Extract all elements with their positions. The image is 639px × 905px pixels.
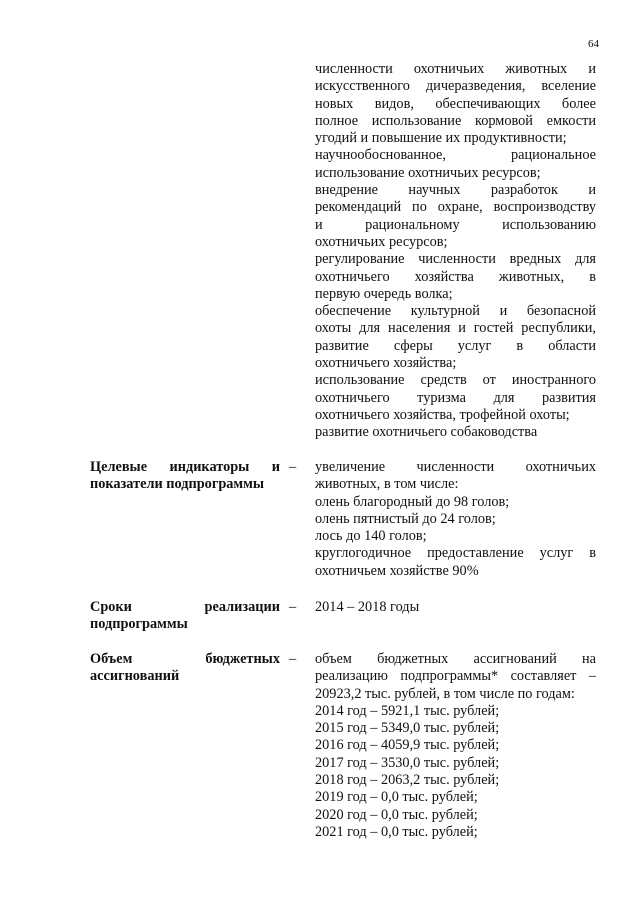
continuation-line: внедрение научных разработок и xyxy=(315,182,596,199)
section-content-line: охотничьем хозяйстве 90% xyxy=(315,562,479,579)
continuation-text xyxy=(315,61,596,442)
section-content-line: 2015 год – 5349,0 тыс. рублей; xyxy=(315,720,500,737)
section-label-line: подпрограммы xyxy=(90,616,188,633)
continuation-line: охотничьих ресурсов; xyxy=(315,233,448,250)
continuation-line: угодий и повышение их продуктивности; xyxy=(315,130,567,147)
section-terms-content xyxy=(315,599,596,616)
continuation-line: охотничьего хозяйства, трофейной охоты; xyxy=(315,406,570,423)
section-content-line: 20923,2 тыс. рублей, в том числе по годам: xyxy=(315,685,575,702)
section-indicators-dash: – xyxy=(289,459,297,475)
section-label-line: Объем бюджетных xyxy=(90,651,280,667)
section-content-line: круглогодичное предоставление услуг в xyxy=(315,545,596,562)
continuation-line: научнообоснованное, рациональное xyxy=(315,147,596,164)
section-content-line: 2016 год – 4059,9 тыс. рублей; xyxy=(315,737,500,754)
section-content-line: животных, в том числе: xyxy=(315,476,459,493)
section-content-line: 2020 год – 0,0 тыс. рублей; xyxy=(315,806,478,823)
section-label-line: показатели подпрограммы xyxy=(90,476,265,493)
continuation-line: охотничьего туризма для развития xyxy=(315,389,596,406)
continuation-line: и рациональному использованию xyxy=(315,216,596,233)
section-indicators-label xyxy=(90,459,280,494)
section-budget-content xyxy=(315,651,596,841)
section-indicators-content xyxy=(315,459,596,580)
continuation-line: охотничьего хозяйства; xyxy=(315,355,457,372)
section-content-line: увеличение численности охотничьих xyxy=(315,459,596,475)
continuation-line: рекомендаций по охране, воспроизводству xyxy=(315,199,596,216)
section-content-line: 2014 – 2018 годы xyxy=(315,599,420,615)
section-content-line: 2019 год – 0,0 тыс. рублей; xyxy=(315,789,478,806)
continuation-line: использование охотничьих ресурсов; xyxy=(315,164,541,181)
section-budget-label xyxy=(90,651,280,686)
section-label-line: Целевые индикаторы и xyxy=(90,459,280,475)
continuation-line: искусственного дичеразведения, вселение xyxy=(315,78,596,95)
section-label-line: Сроки реализации xyxy=(90,599,280,615)
continuation-line: регулирование численности вредных для xyxy=(315,251,596,268)
section-content-line: олень благородный до 98 голов; xyxy=(315,493,510,510)
section-content-line: 2021 год – 0,0 тыс. рублей; xyxy=(315,823,478,840)
continuation-line: полное использование кормовой емкости xyxy=(315,112,596,129)
section-content-line: 2018 год – 2063,2 тыс. рублей; xyxy=(315,772,500,789)
page-number: 64 xyxy=(588,38,599,50)
continuation-line: численности охотничьих животных и xyxy=(315,61,596,77)
section-terms-label xyxy=(90,599,280,634)
continuation-line: развитие охотничьего собаководства xyxy=(315,424,538,441)
continuation-line: обеспечение культурной и безопасной xyxy=(315,303,596,320)
continuation-line: первую очередь волка; xyxy=(315,285,453,302)
section-content-line: реализацию подпрограммы* составляет – xyxy=(315,668,596,685)
section-content-line: 2014 год – 5921,1 тыс. рублей; xyxy=(315,702,500,719)
continuation-line: охотничьего хозяйства животных, в xyxy=(315,268,596,285)
continuation-line: охоты для населения и гостей республики, xyxy=(315,320,596,337)
section-content-line: объем бюджетных ассигнований на xyxy=(315,651,596,667)
section-label-line: ассигнований xyxy=(90,668,180,685)
continuation-line: развитие сферы услуг в области xyxy=(315,337,596,354)
section-content-line: олень пятнистый до 24 голов; xyxy=(315,510,496,527)
section-content-line: 2017 год – 3530,0 тыс. рублей; xyxy=(315,754,500,771)
continuation-line: использование средств от иностранного xyxy=(315,372,596,389)
section-budget-dash: – xyxy=(289,651,297,667)
continuation-line: новых видов, обеспечивающих более xyxy=(315,95,596,112)
section-terms-dash: – xyxy=(289,599,297,615)
section-content-line: лось до 140 голов; xyxy=(315,528,427,545)
